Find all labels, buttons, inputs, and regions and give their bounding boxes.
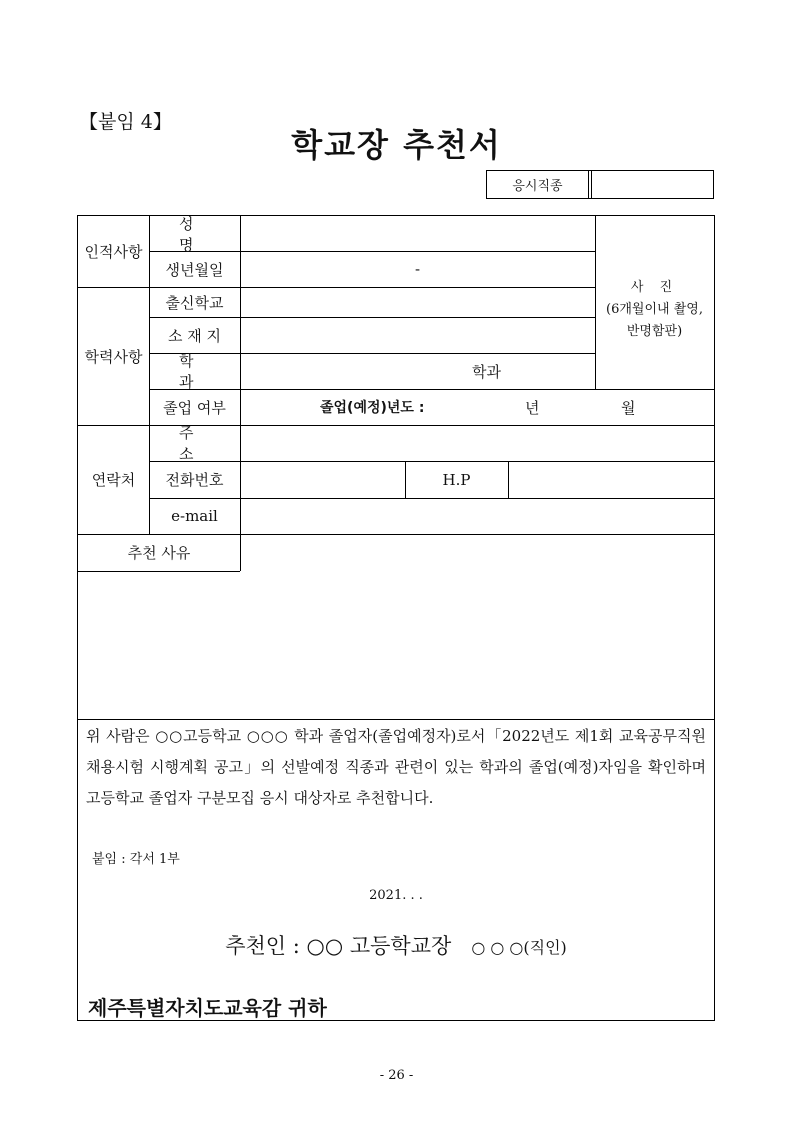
email-label: e-mail [171, 507, 218, 525]
photo-note-2: 반명함판) [626, 323, 683, 339]
photo-area [595, 216, 714, 389]
recommender-seal: ○ ○ ○(직인) [471, 938, 567, 957]
address-field[interactable] [240, 425, 714, 461]
school-field[interactable] [240, 287, 595, 317]
section-academic: 학력사항 [84, 347, 143, 366]
dept-label: 학 과 [179, 352, 224, 391]
page-number: - 26 - [379, 1068, 414, 1083]
grad-month-unit: 월 [621, 398, 636, 417]
photo-note-1: (6개월이내 촬영, [606, 301, 703, 317]
recommender-main: 추천인 : ○○ 고등학교장 [225, 934, 452, 958]
recommendation-form [77, 215, 715, 1021]
section-personal: 인적사항 [84, 243, 143, 261]
job-type-box [486, 170, 714, 199]
birth-label: 생년월일 [165, 260, 224, 279]
divider [78, 719, 714, 720]
job-type-field[interactable] [592, 171, 713, 198]
addressee: 제주특별자치도교육감 귀하 [88, 996, 327, 1020]
email-field[interactable] [240, 498, 714, 534]
grad-year-label: 졸업(예정)년도 : [320, 400, 425, 416]
location-label: 소 재 지 [167, 326, 221, 345]
attachment-label: 【붙임 4】 [79, 111, 172, 133]
location-field[interactable] [240, 317, 595, 353]
reason-field[interactable] [88, 576, 704, 714]
dept-suffix: 학과 [472, 362, 501, 381]
address-label: 주 소 [179, 424, 224, 463]
name-field[interactable] [240, 216, 595, 251]
reason-label: 추천 사유 [127, 544, 191, 562]
date-line: 2021. . . [369, 888, 423, 903]
grad-label: 졸업 여부 [163, 398, 226, 417]
divider [78, 571, 240, 572]
document-title: 학교장 추천서 [291, 126, 502, 164]
photo-label: 사 진 [630, 279, 679, 295]
phone-label: 전화번호 [165, 471, 224, 489]
recommendation-statement: 위 사람은 ○○고등학교 ○○○ 학과 졸업자(졸업예정자)로서「2022년도 제1회 교육공무직원 채용시험 시행계획 공고」의 선발예정 직종과 관련이 있는 학과의 졸업(예정)자임을 확인하며 고등학교 졸업자 구분모집 응시 대상자로 추천합니다. [86, 727, 706, 807]
name-label: 성 명 [179, 214, 224, 254]
section-contact: 연락처 [91, 471, 136, 489]
grad-field[interactable] [240, 389, 714, 425]
birth-field[interactable]: - [414, 260, 421, 278]
job-type-label: 응시직종 [487, 171, 589, 198]
grad-year-unit: 년 [525, 398, 540, 417]
hp-label: H.P [442, 470, 471, 489]
dept-field[interactable] [240, 353, 595, 389]
recommender-line [78, 930, 714, 960]
school-label: 출신학교 [165, 293, 224, 312]
phone-field[interactable] [240, 461, 405, 498]
enclosure-note: 붙임 : 각서 1부 [92, 852, 180, 867]
hp-field[interactable] [508, 461, 714, 498]
